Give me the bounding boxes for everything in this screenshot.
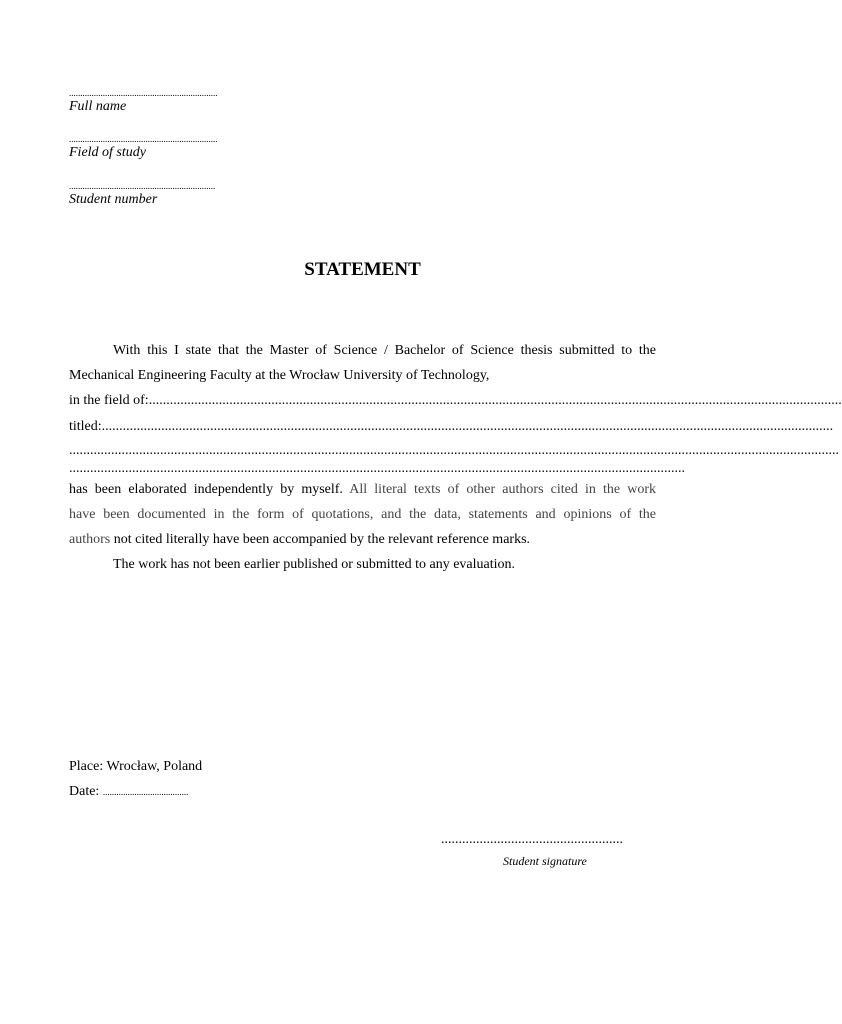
- signature-blank: ....................................................: [441, 832, 623, 847]
- statement-title: STATEMENT: [304, 259, 421, 280]
- statement-line-9-part-a: authors: [69, 532, 111, 547]
- statement-line-9-part-b: not cited literally have been accompanied by the relevant reference marks.: [110, 532, 531, 547]
- field-of-study-label: Field of study: [69, 145, 146, 160]
- field-of-study-blank: ..................................................................: [69, 134, 218, 144]
- statement-line-2: Mechanical Engineering Faculty at the Wrocław University of Technology,: [69, 368, 490, 383]
- title-blank-line-3: ................................................................................................................................................................................: [69, 461, 685, 476]
- field-of-blank-line: in the field of:......................................................................................................................................................................................................: [69, 393, 842, 408]
- statement-line-10: The work has not been earlier published or submitted to any evaluation.: [113, 557, 516, 572]
- full-name-label: Full name: [69, 99, 127, 114]
- date-label: Date:: [69, 784, 100, 799]
- date-line: [69, 783, 656, 801]
- statement-line-9: [69, 531, 656, 549]
- title-blank-line-2: ............................................................................................................................................................................................................................: [69, 443, 839, 458]
- statement-line-8: have been documented in the form of quotations, and the data, statements and opinions of the: [69, 507, 656, 522]
- statement-line-7-part-b: All literal texts of other authors cited in the work: [342, 482, 656, 497]
- statement-line-7: [69, 481, 656, 499]
- statement-line-7-part-a: has been elaborated independently by myself.: [69, 482, 343, 497]
- date-blank: ......................................: [102, 787, 189, 797]
- signature-label: Student signature: [503, 854, 587, 868]
- place-line: Place: Wrocław, Poland: [69, 759, 203, 774]
- statement-line-1: With this I state that the Master of Science / Bachelor of Science thesis submitted to the: [113, 343, 656, 358]
- titled-blank-line: titled:.................................................................................................................................................................................................................: [69, 419, 834, 434]
- student-number-label: Student number: [69, 192, 158, 207]
- full-name-blank: ..................................................................: [69, 88, 218, 98]
- student-number-blank: .................................................................: [69, 181, 216, 191]
